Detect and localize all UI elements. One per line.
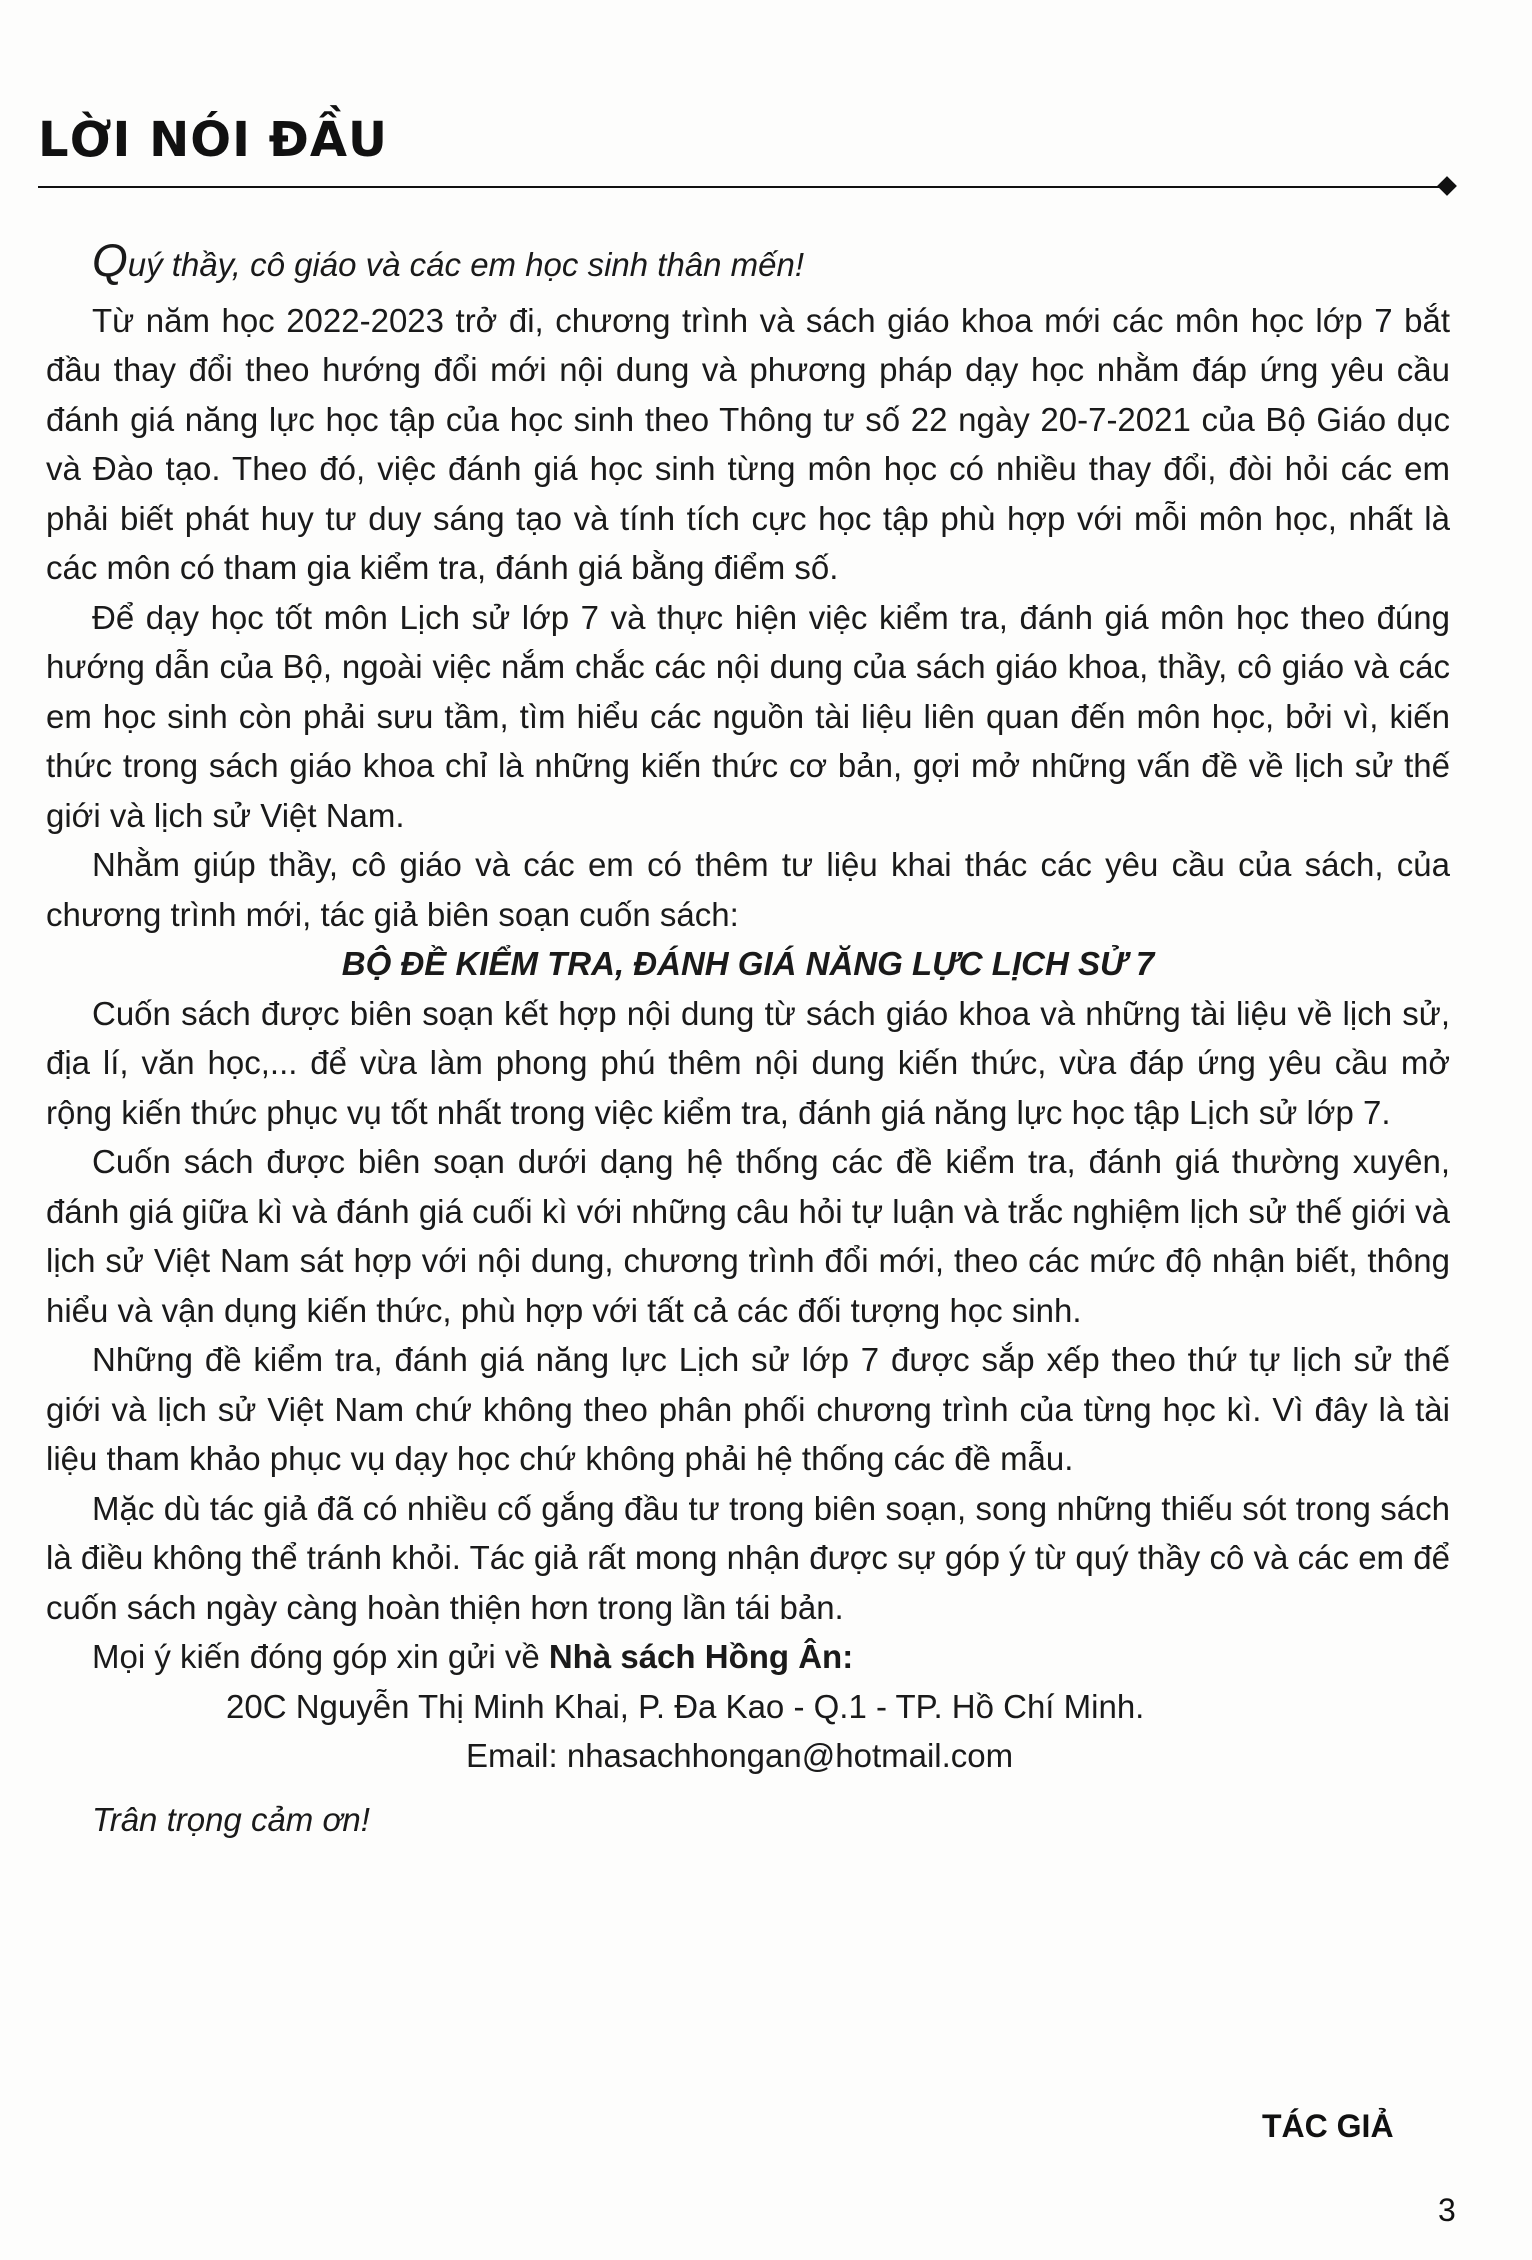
page-heading: LỜI NÓI ĐẦU [38, 112, 388, 168]
paragraph: Mặc dù tác giả đã có nhiều cố gắng đầu tư trong biên soạn, song những thiếu sót trong sách là điều không thể tránh khỏi. Tác giả rất mong nhận được sự góp ý từ quý thầy cô và các em để cuốn sách ngày càng hoàn thiện hơn trong lần tái bản. [46, 1489, 1450, 1626]
author-signature: TÁC GIẢ [1262, 2108, 1394, 2144]
book-title: BỘ ĐỀ KIỂM TRA, ĐÁNH GIÁ NĂNG LỰC LỊCH SỬ 7 [341, 945, 1155, 982]
foreword-body [46, 234, 1450, 1844]
closing-thanks: Trân trọng cảm ơn! [92, 1800, 370, 1838]
publisher-email: Email: nhasachhongan@hotmail.com [466, 1737, 1014, 1774]
paragraph: Những đề kiểm tra, đánh giá năng lực Lịch sử lớp 7 được sắp xếp theo thứ tự lịch sử thế giới và lịch sử Việt Nam chứ không theo phân phối chương trình của từng học kì. Vì đây là tài liệu tham khảo phục vụ dạy học chứ không phải hệ thống các đề mẫu. [46, 1341, 1450, 1477]
heading-rule [38, 186, 1448, 188]
contact-line [46, 1632, 1450, 1682]
contact-intro: Mọi ý kiến đóng góp xin gửi về [92, 1638, 549, 1675]
publisher-name: Nhà sách Hồng Ân: [548, 1638, 854, 1675]
greeting-text: uý thầy, cô giáo và các em học sinh thân mến! [127, 246, 805, 283]
page-number: 3 [1438, 2192, 1456, 2228]
paragraph: Cuốn sách được biên soạn dưới dạng hệ thống các đề kiểm tra, đánh giá thường xuyên, đánh giá giữa kì và đánh giá cuối kì với những câu hỏi tự luận và trắc nghiệm lịch sử thế giới và lịch sử Việt Nam sát hợp với nội dung, chương trình đổi mới, theo các mức độ nhận biết, thông hiểu và vận dụng kiến thức, phù hợp với tất cả các đối tượng học sinh. [46, 1143, 1450, 1329]
greeting-initial: Q [92, 234, 128, 286]
greeting [46, 234, 1450, 290]
paragraph: Từ năm học 2022-2023 trở đi, chương trình và sách giáo khoa mới các môn học lớp 7 bắt đầu thay đổi theo hướng đổi mới nội dung và phương pháp dạy học nhằm đáp ứng yêu cầu đánh giá năng lực học tập của học sinh theo Thông tư số 22 ngày 20-7-2021 của Bộ Giáo dục và Đào tạo. Theo đó, việc đánh giá học sinh từng môn học có nhiều thay đổi, đòi hỏi các em phải biết phát huy tư duy sáng tạo và tính tích cực học tập phù hợp với mỗi môn học, nhất là các môn có tham gia kiểm tra, đánh giá bằng điểm số. [46, 301, 1450, 586]
publisher-address: 20C Nguyễn Thị Minh Khai, P. Đa Kao - Q.1 - TP. Hồ Chí Minh. [226, 1687, 1145, 1725]
paragraph: Cuốn sách được biên soạn kết hợp nội dung từ sách giáo khoa và những tài liệu về lịch sử, địa lí, văn học,... để vừa làm phong phú thêm nội dung kiến thức, vừa đáp ứng yêu cầu mở rộng kiến thức phục vụ tốt nhất trong việc kiểm tra, đánh giá năng lực học tập Lịch sử lớp 7. [46, 994, 1450, 1131]
rule-diamond-ornament [1437, 176, 1457, 196]
paragraph: Để dạy học tốt môn Lịch sử lớp 7 và thực hiện việc kiểm tra, đánh giá môn học theo đúng hướng dẫn của Bộ, ngoài việc nắm chắc các nội dung của sách giáo khoa, thầy, cô giáo và các em học sinh còn phải sưu tầm, tìm hiểu các nguồn tài liệu liên quan đến môn học, bởi vì, kiến thức trong sách giáo khoa chỉ là những kiến thức cơ bản, gợi mở những vấn đề về lịch sử thế giới và lịch sử Việt Nam. [46, 598, 1450, 834]
paragraph: Nhằm giúp thầy, cô giáo và các em có thêm tư liệu khai thác các yêu cầu của sách, của chương trình mới, tác giả biên soạn cuốn sách: [46, 846, 1450, 933]
